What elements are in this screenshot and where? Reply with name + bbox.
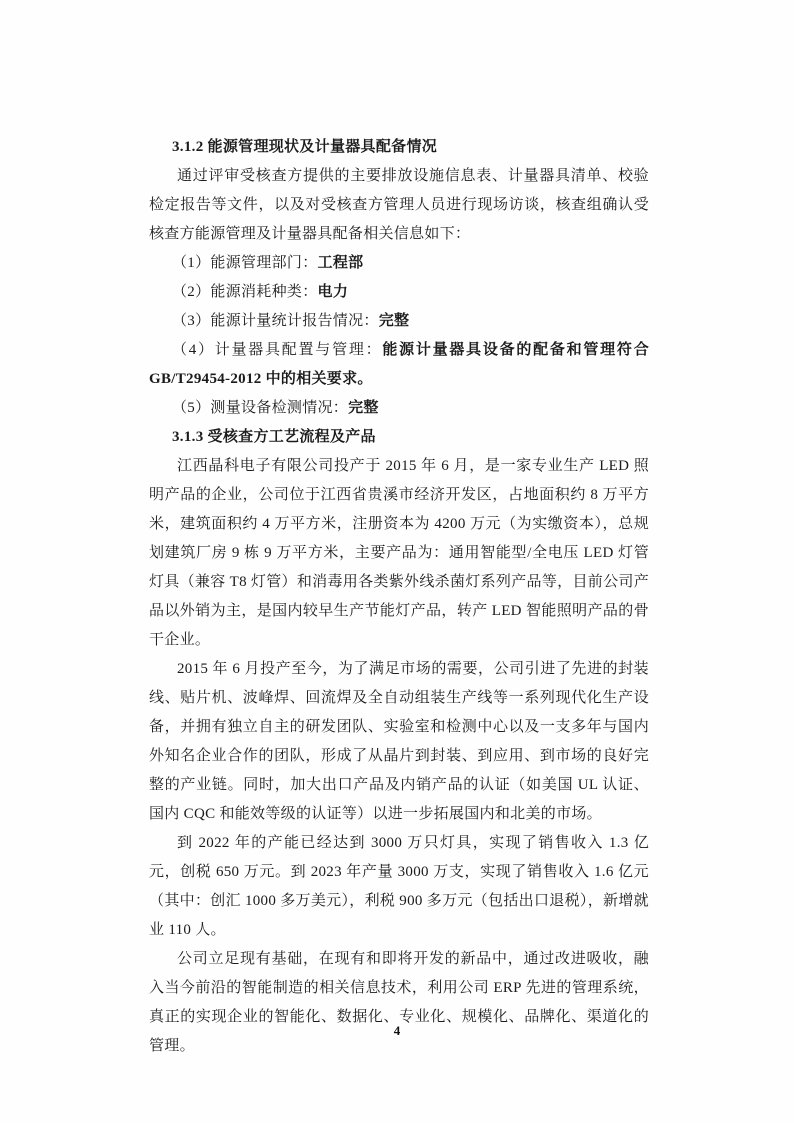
list-item-energy-management-dept [149,249,649,278]
paragraph-capacity-revenue: 到 2022 年的产能已经达到 3000 万只灯具，实现了销售收入 1.3 亿元，创税 650 万元。到 2023 年产量 3000 万支，实现了销售收入 1.6 亿元（其中：创汇 1000 多万美元），利税 900 多万元（包括出口退税），新增就业 110 人。 [149,835,649,938]
list-item-value: 完整 [348,400,379,416]
paragraph-production-equipment: 2015 年 6 月投产至今，为了满足市场的需要，公司引进了先进的封装线、贴片机、波峰焊、回流焊及全自动组装生产线等一系列现代化生产设备，并拥有独立自主的研发团队、实验室和检测中心以及一支多年与国内外知名企业合作的团队，形成了从晶片到封装、到应用、到市场的良好完整的产业链。同时，加大出口产品及内销产品的认证（如美国 UL 认证、国内 CQC 和能效等级的认证等）以进一步拓展国内和北美的市场。 [149,661,649,822]
list-item-measuring-equipment-inspection [149,394,649,423]
list-item-label: （2）能源消耗种类： [172,284,318,300]
page-number: 4 [393,1023,401,1038]
list-item-energy-consumption-type [149,278,649,307]
list-item-value: 工程部 [317,255,364,271]
list-item-value: 电力 [317,284,349,300]
list-item-value: 能源计量器具设备的配备和管理符合 GB/T29454-2012 中的相关要求。 [149,342,649,387]
paragraph-company-overview: 江西晶科电子有限公司投产于 2015 年 6 月，是一家专业生产 LED 照明产品的企业，公司位于江西省贵溪市经济开发区，占地面积约 8 万平方米，建筑面积约 4 万平方米，注册资本为 4200 万元（为实缴资本），总规划建筑厂房 9 栋 9 万平方米，主要产品为：通用智能型/全电压 LED 灯管灯具（兼容 T8 灯管）和消毒用各类紫外线杀菌灯系列产品等，目前公司产品以外销为主，是国内较早生产节能灯产品，转产 LED 智能照明产品的骨干企业。 [149,458,649,648]
section-3-1-2-intro-paragraph: 通过评审受核查方提供的主要排放设施信息表、计量器具清单、校验检定报告等文件，以及对受核查方管理人员进行现场访谈，核查组确认受核查方能源管理及计量器具配备相关信息如下： [149,168,649,242]
list-item-metering-device-config [149,336,649,394]
section-heading-3-1-3: 3.1.3 受核查方工艺流程及产品 [172,429,376,445]
paragraph-erp-management: 公司立足现有基础，在现有和即将开发的新品中，通过改进吸收，融入当今前沿的智能制造的相关信息技术，利用公司 ERP 先进的管理系统，真正的实现企业的智能化、数据化、专业化、规模化、品牌化、渠道化的管理。 [149,951,649,1054]
document-body [149,133,649,1061]
list-item-value: 完整 [378,313,410,329]
list-item-label: （1）能源管理部门： [172,255,318,271]
list-item-label: （3）能源计量统计报告情况： [172,313,379,329]
list-item-energy-statistics-report [149,307,649,336]
section-heading-3-1-2: 3.1.2 能源管理现状及计量器具配备情况 [172,139,438,155]
list-item-label: （4）计量器具配置与管理： [172,342,383,358]
list-item-label: （5）测量设备检测情况： [172,400,349,416]
